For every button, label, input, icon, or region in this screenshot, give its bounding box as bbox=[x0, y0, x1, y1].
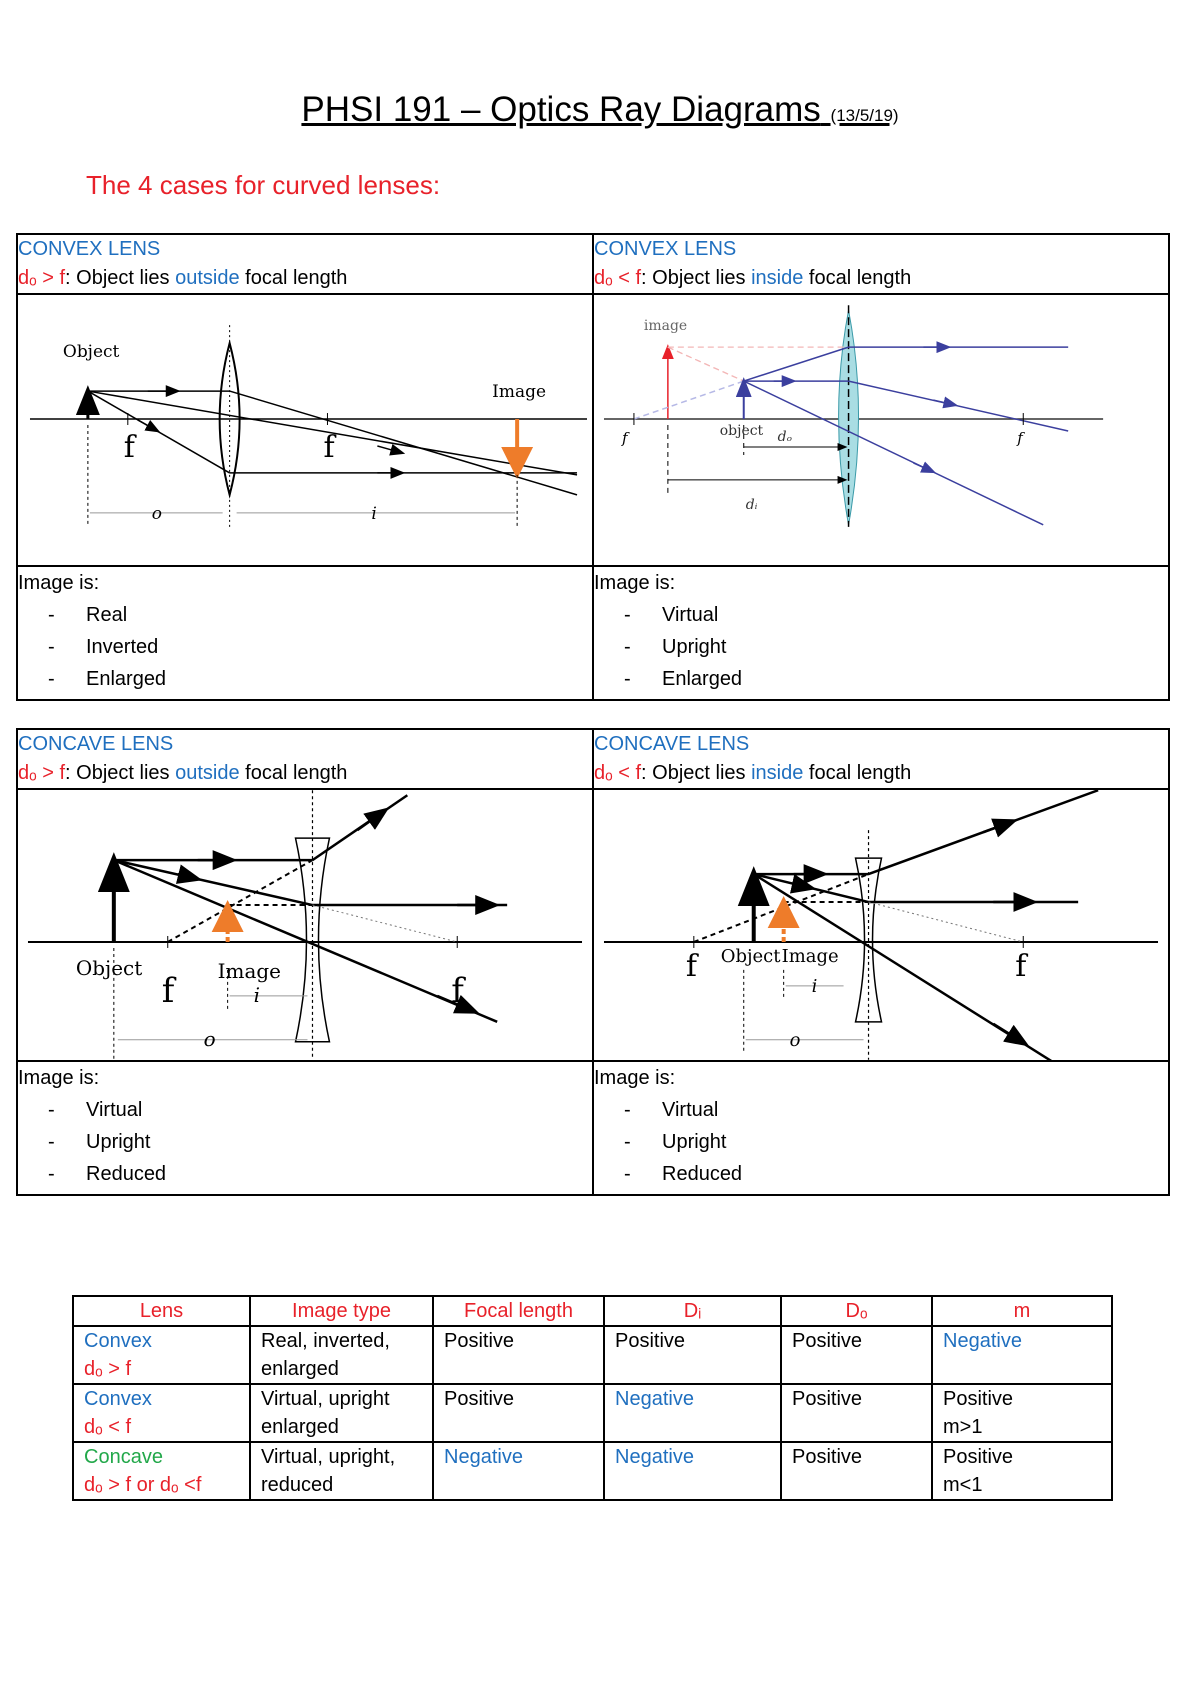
m-cell-line: Positive bbox=[943, 1446, 1014, 1468]
summary-header-row bbox=[73, 1296, 1112, 1326]
image-type-line: Real, inverted, bbox=[261, 1330, 390, 1352]
result-item: - Enlarged bbox=[48, 663, 592, 695]
result-item: - Enlarged bbox=[624, 663, 1168, 695]
concave-cases-table bbox=[16, 728, 1170, 1196]
lens-condition: dₒ > f bbox=[84, 1358, 132, 1380]
object-distance-label: dₒ bbox=[777, 428, 793, 445]
m-cell-line: Positive bbox=[943, 1388, 1014, 1410]
result-item: - Upright bbox=[624, 631, 1168, 663]
focal-label-2: f bbox=[1015, 948, 1027, 984]
image-type-line: Virtual, upright bbox=[261, 1388, 390, 1410]
result-item: - Virtual bbox=[624, 1094, 1168, 1126]
focal-label-1: f bbox=[685, 948, 697, 984]
lens-type: CONVEX LENS bbox=[594, 238, 737, 260]
convex-cases-table bbox=[16, 233, 1170, 701]
table-row bbox=[73, 1442, 1112, 1500]
table-row bbox=[73, 1326, 1112, 1384]
lens-name: Concave bbox=[84, 1446, 163, 1468]
header-lens: Lens bbox=[73, 1296, 250, 1326]
lens-type: CONCAVE LENS bbox=[18, 733, 174, 755]
condition: dₒ < f bbox=[594, 267, 642, 289]
focal-cell: Positive bbox=[433, 1326, 604, 1384]
image-label: Image bbox=[217, 958, 281, 983]
di-cell: Negative bbox=[604, 1384, 781, 1442]
m-cell: Negative bbox=[932, 1326, 1112, 1384]
object-label: Object bbox=[75, 955, 143, 980]
focal-label-1: f bbox=[161, 970, 175, 1011]
concave-outside-svg bbox=[18, 790, 592, 1060]
result-heading: Image is: bbox=[594, 572, 676, 594]
header-di: Dᵢ bbox=[604, 1296, 781, 1326]
case-header-convex-inside: CONVEX LENS dₒ < f: Object lies inside focal length bbox=[593, 234, 1169, 294]
focal-label-1: f bbox=[123, 429, 135, 465]
condition: dₒ < f bbox=[594, 762, 642, 784]
result-item: - Virtual bbox=[48, 1094, 592, 1126]
ray-diagram-convex-outside bbox=[17, 294, 593, 566]
focal-label-2: f bbox=[323, 429, 335, 465]
condition: dₒ > f bbox=[18, 762, 66, 784]
lens-type: CONVEX LENS bbox=[18, 238, 161, 260]
case-header-convex-outside: CONVEX LENS dₒ > f: Object lies outside focal length bbox=[17, 234, 593, 294]
header-do: Dₒ bbox=[781, 1296, 932, 1326]
concave-inside-svg bbox=[594, 790, 1168, 1060]
lens-name: Convex bbox=[84, 1388, 152, 1410]
condition-keyword: outside bbox=[175, 267, 240, 289]
image-type-line: Virtual, upright, bbox=[261, 1446, 396, 1468]
image-label: image bbox=[643, 318, 688, 335]
image-type-line: enlarged bbox=[261, 1416, 339, 1438]
object-distance-label: o bbox=[789, 1029, 801, 1051]
result-heading: Image is: bbox=[594, 1067, 676, 1089]
focal-label-2: f bbox=[1017, 428, 1023, 447]
lens-name: Convex bbox=[84, 1330, 152, 1352]
object-label: Object bbox=[720, 945, 781, 967]
object-distance-label: o bbox=[203, 1026, 216, 1051]
page-subtitle: The 4 cases for curved lenses: bbox=[86, 170, 441, 200]
condition-keyword: inside bbox=[751, 762, 804, 784]
case-header-concave-outside: CONCAVE LENS dₒ > f: Object lies outside focal length bbox=[17, 729, 593, 789]
image-type-line: enlarged bbox=[261, 1358, 339, 1380]
summary-table bbox=[72, 1295, 1113, 1501]
do-cell: Positive bbox=[781, 1384, 932, 1442]
result-heading: Image is: bbox=[18, 572, 100, 594]
convex-outside-svg bbox=[18, 295, 592, 565]
result-item: - Reduced bbox=[48, 1158, 592, 1190]
table-row bbox=[73, 1384, 1112, 1442]
image-type-line: reduced bbox=[261, 1474, 334, 1496]
result-item: - Virtual bbox=[624, 599, 1168, 631]
result-convex-outside bbox=[17, 566, 593, 700]
header-focal-length: Focal length bbox=[433, 1296, 604, 1326]
condition: dₒ > f bbox=[18, 267, 66, 289]
focal-label-2: f bbox=[451, 970, 464, 1011]
image-label: Image bbox=[492, 382, 547, 403]
header-m: m bbox=[932, 1296, 1112, 1326]
m-cell-line: m>1 bbox=[943, 1416, 983, 1438]
image-distance-label: dᵢ bbox=[745, 496, 758, 513]
ray-diagram-concave-outside bbox=[17, 789, 593, 1061]
focal-cell: Positive bbox=[433, 1384, 604, 1442]
object-distance-label: o bbox=[151, 503, 162, 524]
lens-condition: dₒ > f or dₒ <f bbox=[84, 1474, 202, 1496]
do-cell: Positive bbox=[781, 1442, 932, 1500]
condition-keyword: outside bbox=[175, 762, 240, 784]
ray-diagram-concave-inside bbox=[593, 789, 1169, 1061]
result-item: - Upright bbox=[624, 1126, 1168, 1158]
focal-cell: Negative bbox=[433, 1442, 604, 1500]
m-cell-line: m<1 bbox=[943, 1474, 983, 1496]
page-title: PHSI 191 – Optics Ray Diagrams (13/5/19) bbox=[301, 90, 899, 129]
result-heading: Image is: bbox=[18, 1067, 100, 1089]
object-label: object bbox=[719, 422, 764, 439]
image-distance-label: i bbox=[253, 982, 260, 1007]
image-distance-label: i bbox=[811, 975, 818, 997]
result-item: - Real bbox=[48, 599, 592, 631]
condition-keyword: inside bbox=[751, 267, 804, 289]
result-item: - Inverted bbox=[48, 631, 592, 663]
result-convex-inside bbox=[593, 566, 1169, 700]
result-concave-inside bbox=[593, 1061, 1169, 1195]
image-distance-label: i bbox=[371, 503, 377, 524]
lens-condition: dₒ < f bbox=[84, 1416, 132, 1438]
ray-diagram-convex-inside bbox=[593, 294, 1169, 566]
lens-type: CONCAVE LENS bbox=[594, 733, 750, 755]
object-label: Object bbox=[62, 342, 120, 363]
di-cell: Negative bbox=[604, 1442, 781, 1500]
case-header-concave-inside: CONCAVE LENS dₒ < f: Object lies inside focal length bbox=[593, 729, 1169, 789]
focal-label-1: f bbox=[621, 428, 628, 447]
convex-inside-svg bbox=[594, 295, 1168, 565]
result-item: - Upright bbox=[48, 1126, 592, 1158]
result-item: - Reduced bbox=[624, 1158, 1168, 1190]
header-image-type: Image type bbox=[250, 1296, 433, 1326]
do-cell: Positive bbox=[781, 1326, 932, 1384]
result-concave-outside bbox=[17, 1061, 593, 1195]
di-cell: Positive bbox=[604, 1326, 781, 1384]
image-label: Image bbox=[781, 945, 839, 967]
page-date: (13/5/19) bbox=[830, 106, 899, 125]
